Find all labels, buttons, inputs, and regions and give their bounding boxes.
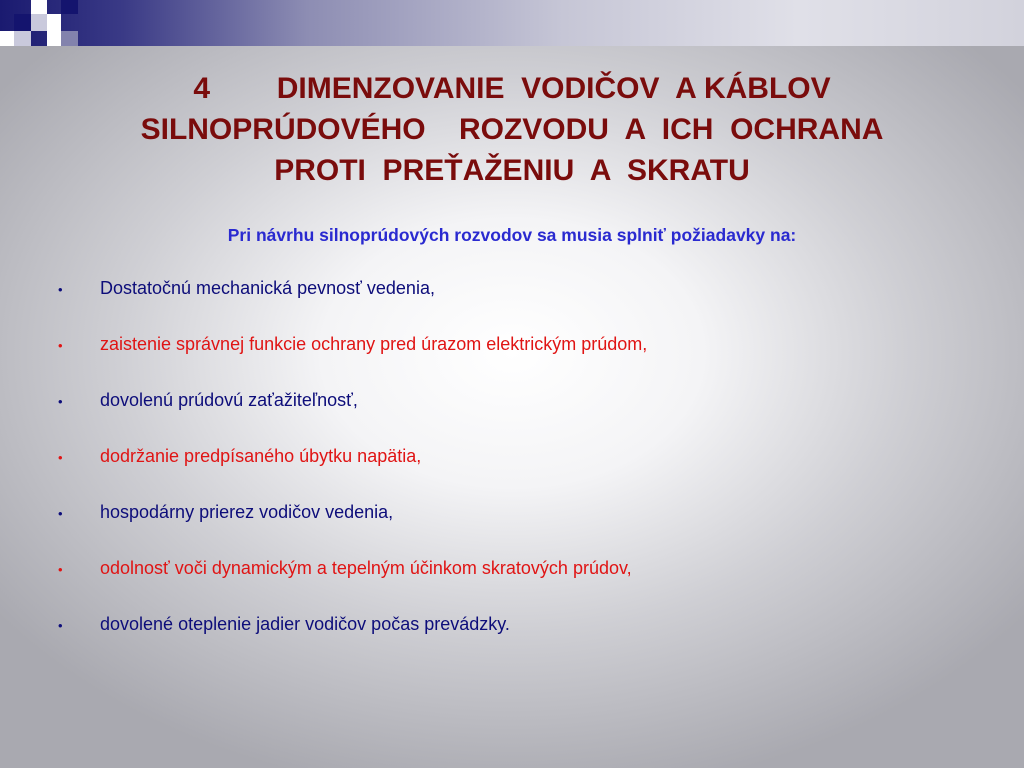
- bullet-icon: •: [58, 506, 63, 521]
- list-item-text: dodržanie predpísaného úbytku napätia,: [100, 446, 422, 466]
- checker-square: [14, 31, 31, 46]
- list-item: [58, 502, 647, 558]
- slide-title-line: PROTI PREŤAŽENIU A SKRATU: [274, 154, 750, 187]
- checker-square: [47, 14, 61, 31]
- slide-subtitle: Pri návrhu silnoprúdových rozvodov sa musia splniť požiadavky na:: [227, 225, 797, 245]
- slide-title-line: SILNOPRÚDOVÉHO ROZVODU A ICH OCHRANA: [140, 113, 884, 146]
- list-item-text: odolnosť voči dynamickým a tepelným účinkom skratových prúdov,: [100, 558, 632, 578]
- bullet-icon: •: [58, 562, 63, 577]
- bullet-icon: •: [58, 282, 63, 297]
- list-item-text: dovolenú prúdovú zaťažiteľnosť,: [100, 390, 358, 410]
- checker-square: [61, 0, 78, 14]
- list-item: [58, 558, 647, 614]
- list-item-text: zaistenie správnej funkcie ochrany pred úrazom elektrickým prúdom,: [100, 334, 648, 354]
- list-item-text: Dostatočnú mechanická pevnosť vedenia,: [100, 278, 435, 298]
- checker-square: [0, 31, 14, 46]
- list-item: [58, 334, 647, 390]
- checker-square: [47, 31, 61, 46]
- slide-title: [40, 68, 984, 191]
- list-item: [58, 446, 647, 502]
- checker-square: [31, 14, 47, 31]
- decorative-top-band: [0, 0, 1024, 46]
- bullet-icon: •: [58, 338, 63, 353]
- checker-square: [61, 31, 78, 46]
- checker-square: [14, 14, 31, 31]
- list-item: [58, 278, 647, 334]
- list-item-text: hospodárny prierez vodičov vedenia,: [100, 502, 394, 522]
- bullet-icon: •: [58, 394, 63, 409]
- checker-square: [31, 0, 47, 14]
- list-item: [58, 614, 647, 670]
- list-item-text: dovolené oteplenie jadier vodičov počas prevádzky.: [100, 614, 510, 634]
- bullet-icon: •: [58, 618, 63, 633]
- list-item: [58, 390, 647, 446]
- slide-title-line: 4 DIMENZOVANIE VODIČOV A KÁBLOV: [193, 72, 831, 105]
- bullet-icon: •: [58, 450, 63, 465]
- requirements-list: [58, 278, 647, 670]
